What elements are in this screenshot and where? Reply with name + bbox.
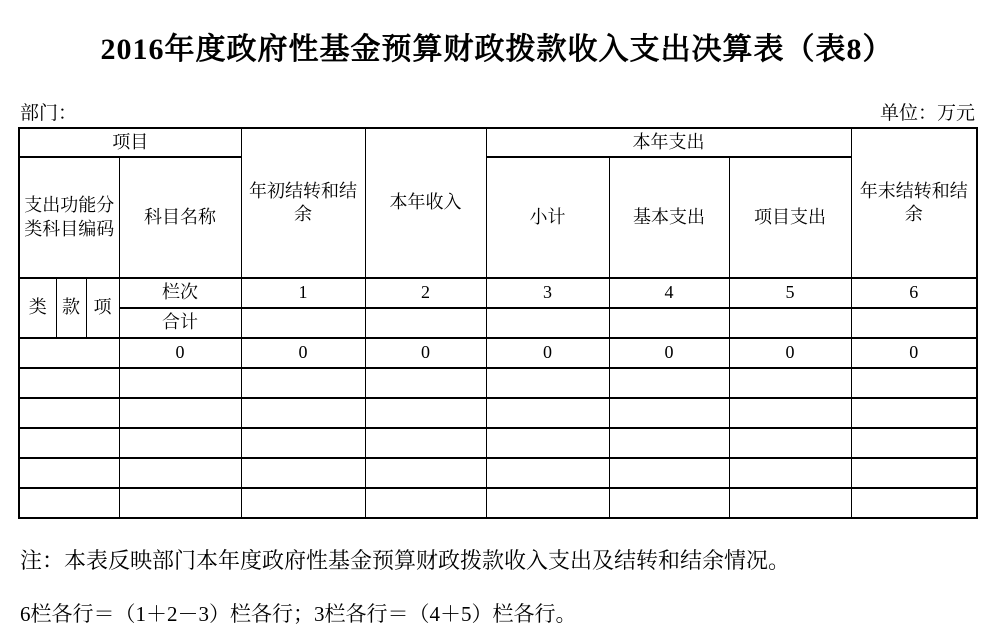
- column-number-5: 5: [729, 278, 851, 308]
- cell-code: [19, 398, 119, 428]
- header-category: 类: [19, 278, 56, 338]
- column-number-2: 2: [365, 278, 486, 308]
- table-row: [19, 458, 977, 488]
- cell-c4: [609, 428, 729, 458]
- unit-label: 单位：万元: [879, 103, 975, 124]
- total-cell-1: [241, 308, 365, 338]
- cell-c5: [729, 488, 851, 518]
- table-row: [19, 368, 977, 398]
- table-row: [19, 338, 977, 368]
- cell-c1: [241, 368, 365, 398]
- cell-code: [19, 488, 119, 518]
- cell-c6: [851, 398, 977, 428]
- cell-name: [119, 458, 241, 488]
- cell-c5: [729, 458, 851, 488]
- cell-c1: [241, 398, 365, 428]
- cell-c3: 0: [486, 338, 609, 368]
- cell-code: [19, 338, 119, 368]
- column-number-4: 4: [609, 278, 729, 308]
- cell-c6: [851, 458, 977, 488]
- cell-name: 0: [119, 338, 241, 368]
- header-subject-name: 科目名称: [119, 157, 241, 278]
- cell-code: [19, 428, 119, 458]
- cell-name: [119, 428, 241, 458]
- header-row-1: [19, 128, 977, 157]
- header-column-label: 栏次: [119, 278, 241, 308]
- cell-c4: [609, 488, 729, 518]
- header-subtotal: 小计: [486, 157, 609, 278]
- cell-c4: [609, 368, 729, 398]
- cell-code: [19, 368, 119, 398]
- cell-c3: [486, 458, 609, 488]
- fiscal-table: [18, 127, 978, 519]
- cell-c3: [486, 488, 609, 518]
- cell-c6: [851, 368, 977, 398]
- cell-name: [119, 398, 241, 428]
- header-current-expenditure: 本年支出: [486, 128, 851, 157]
- table-row: [19, 488, 977, 518]
- column-number-6: 6: [851, 278, 977, 308]
- cell-name: [119, 488, 241, 518]
- cell-c4: [609, 398, 729, 428]
- header-func-code: 支出功能分类科目编码: [19, 157, 119, 278]
- total-cell-4: [609, 308, 729, 338]
- header-current-income: 本年收入: [365, 128, 486, 278]
- cell-c2: [365, 368, 486, 398]
- note-description: 注：本表反映部门本年度政府性基金预算财政拨款收入支出及结转和结余情况。: [20, 548, 791, 573]
- cell-c4: [609, 458, 729, 488]
- cell-c5: [729, 368, 851, 398]
- cell-c6: [851, 488, 977, 518]
- cell-name: [119, 368, 241, 398]
- header-basic-expenditure: 基本支出: [609, 157, 729, 278]
- cell-c1: 0: [241, 338, 365, 368]
- cell-c1: [241, 488, 365, 518]
- cell-c2: 0: [365, 338, 486, 368]
- header-subitem: 项: [86, 278, 119, 338]
- column-number-3: 3: [486, 278, 609, 308]
- cell-c2: [365, 428, 486, 458]
- cell-c3: [486, 428, 609, 458]
- cell-c1: [241, 428, 365, 458]
- cell-c2: [365, 488, 486, 518]
- column-number-1: 1: [241, 278, 365, 308]
- cell-c2: [365, 458, 486, 488]
- cell-c6: 0: [851, 338, 977, 368]
- page-title: 2016年度政府性基金预算财政拨款收入支出决算表（表8）: [100, 33, 894, 66]
- cell-c5: [729, 398, 851, 428]
- cell-c4: 0: [609, 338, 729, 368]
- table-row: [19, 398, 977, 428]
- cell-c1: [241, 458, 365, 488]
- cell-c5: 0: [729, 338, 851, 368]
- total-cell-3: [486, 308, 609, 338]
- column-number-row: [19, 278, 977, 308]
- header-project-expenditure: 项目支出: [729, 157, 851, 278]
- cell-c6: [851, 428, 977, 458]
- cell-code: [19, 458, 119, 488]
- total-cell-5: [729, 308, 851, 338]
- header-item: 款: [56, 278, 86, 338]
- header-row-2: [19, 157, 977, 278]
- note-formula: 6栏各行＝（1＋2－3）栏各行；3栏各行＝（4＋5）栏各行。: [20, 602, 577, 626]
- department-label: 部门：: [20, 103, 78, 124]
- total-cell-2: [365, 308, 486, 338]
- total-row: [19, 308, 977, 338]
- header-end-balance: 年末结转和结余: [851, 128, 977, 278]
- total-row-label: 合计: [119, 308, 241, 338]
- header-begin-balance: 年初结转和结余: [241, 128, 365, 278]
- cell-c5: [729, 428, 851, 458]
- cell-c3: [486, 368, 609, 398]
- cell-c2: [365, 398, 486, 428]
- total-cell-6: [851, 308, 977, 338]
- cell-c3: [486, 398, 609, 428]
- table-row: [19, 428, 977, 458]
- header-project: 项目: [19, 128, 241, 157]
